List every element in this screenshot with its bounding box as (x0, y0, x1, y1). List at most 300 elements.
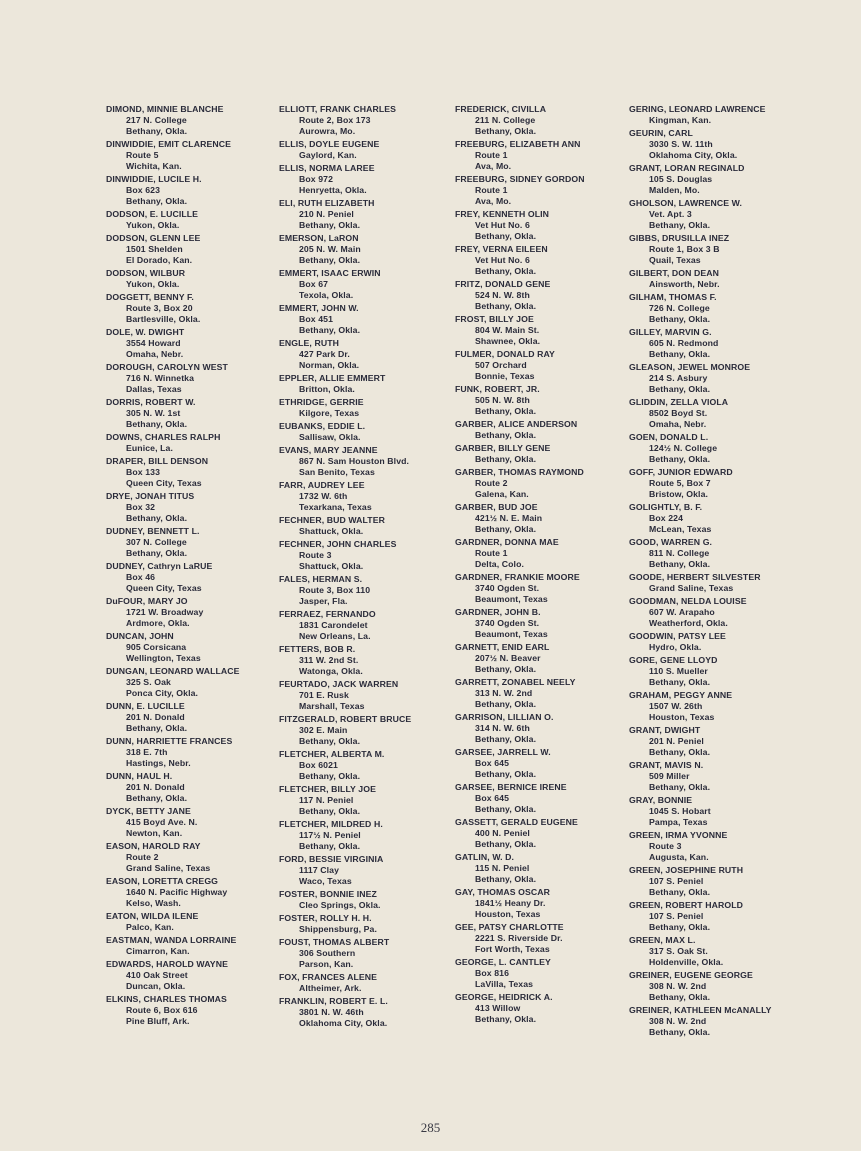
entry-name: GEE, PATSY CHARLOTTE (455, 922, 564, 932)
entry-name: DINWIDDIE, LUCILE H. (106, 174, 202, 184)
entry-name: GARSEE, BERNICE IRENE (455, 782, 567, 792)
directory-entry (106, 911, 292, 933)
directory-entry (106, 268, 292, 290)
directory-entry (106, 432, 292, 454)
entry-name: DUNCAN, JOHN (106, 631, 174, 641)
directory-entry (629, 268, 815, 290)
entry-name: FARR, AUDREY LEE (279, 480, 365, 490)
directory-entry (455, 502, 641, 535)
entry-name: DRAPER, BILL DENSON (106, 456, 209, 466)
entry-address-line: 211 N. College (475, 115, 536, 125)
directory-entry (106, 233, 292, 266)
entry-address-line: 115 N. Peniel (475, 863, 530, 873)
directory-entry (629, 467, 815, 500)
entry-name: DUNN, HAUL H. (106, 771, 173, 781)
entry-address-line: 1640 N. Pacific Highway (126, 887, 228, 897)
directory-entry (279, 104, 465, 137)
directory-entry (279, 480, 465, 513)
entry-address-line: Bethany, Okla. (649, 887, 711, 897)
directory-entry (455, 174, 641, 207)
directory-column-4 (629, 104, 815, 1040)
entry-address-line: 308 N. W. 2nd (649, 1016, 707, 1026)
entry-address-line: Route 2 (126, 852, 159, 862)
entry-name: GLIDDIN, ZELLA VIOLA (629, 397, 729, 407)
entry-name: EMMERT, JOHN W. (279, 303, 359, 313)
entry-address-line: 117 N. Peniel (299, 795, 354, 805)
entry-address-line: 3801 N. W. 46th (299, 1007, 364, 1017)
entry-address-line: Ponca City, Okla. (126, 688, 199, 698)
entry-address-line: San Benito, Texas (299, 467, 375, 477)
entry-address-line: 124½ N. College (649, 443, 718, 453)
entry-address-line: Bethany, Okla. (475, 769, 537, 779)
directory-entry (629, 900, 815, 933)
entry-name: DOROUGH, CAROLYN WEST (106, 362, 228, 372)
entry-address-line: Britton, Okla. (299, 384, 355, 394)
entry-address-line: Route 2, Box 173 (299, 115, 371, 125)
entry-address-line: 107 S. Peniel (649, 876, 704, 886)
entry-address-line: Omaha, Nebr. (126, 349, 184, 359)
directory-entry (629, 970, 815, 1003)
directory-entry (629, 795, 815, 828)
entry-address-line: 307 N. College (126, 537, 187, 547)
directory-entry (279, 937, 465, 970)
entry-address-line: Watonga, Okla. (299, 666, 363, 676)
entry-address-line: Augusta, Kan. (649, 852, 709, 862)
directory-entry (279, 784, 465, 817)
entry-name: FREDERICK, CIVILLA (455, 104, 547, 114)
entry-address-line: Route 3 (649, 841, 682, 851)
entry-address-line: Texarkana, Texas (299, 502, 372, 512)
entry-address-line: Kingman, Kan. (649, 115, 712, 125)
entry-address-line: 867 N. Sam Houston Blvd. (299, 456, 410, 466)
directory-entry (629, 631, 815, 653)
directory-entry (455, 677, 641, 710)
entry-name: GOEN, DONALD L. (629, 432, 709, 442)
entry-name: EDWARDS, HAROLD WAYNE (106, 959, 228, 969)
directory-entry (279, 515, 465, 537)
entry-address-line: 317 S. Oak St. (649, 946, 708, 956)
entry-address-line: Eunice, La. (126, 443, 173, 453)
entry-address-line: McLean, Texas (649, 524, 712, 534)
directory-entry (279, 421, 465, 443)
entry-name: EASTMAN, WANDA LORRAINE (106, 935, 237, 945)
entry-address-line: Ava, Mo. (475, 196, 512, 206)
directory-entry (455, 537, 641, 570)
directory-entry (279, 609, 465, 642)
entry-address-line: Bethany, Okla. (649, 782, 711, 792)
entry-address-line: 1507 W. 26th (649, 701, 703, 711)
entry-name: FLETCHER, ALBERTA M. (279, 749, 385, 759)
entry-address-line: 306 Southern (299, 948, 356, 958)
directory-entry (106, 959, 292, 992)
directory-entry (279, 679, 465, 712)
entry-name: GARBER, BUD JOE (455, 502, 538, 512)
directory-entry (629, 830, 815, 863)
entry-address-line: Kelso, Wash. (126, 898, 181, 908)
entry-name: GLEASON, JEWEL MONROE (629, 362, 751, 372)
entry-address-line: Route 1 (475, 150, 508, 160)
entry-name: GHOLSON, LAWRENCE W. (629, 198, 743, 208)
entry-address-line: Cleo Springs, Okla. (299, 900, 381, 910)
entry-address-line: Bethany, Okla. (299, 771, 361, 781)
directory-entry (455, 922, 641, 955)
entry-name: ELLIS, DOYLE EUGENE (279, 139, 380, 149)
entry-address-line: Fort Worth, Texas (475, 944, 550, 954)
entry-address-line: Oklahoma City, Okla. (299, 1018, 388, 1028)
entry-address-line: Box 6021 (299, 760, 338, 770)
entry-address-line: Bethany, Okla. (475, 524, 537, 534)
directory-entry (106, 456, 292, 489)
entry-address-line: Bethany, Okla. (475, 664, 537, 674)
directory-entry (455, 443, 641, 465)
entry-name: GARDNER, DONNA MAE (455, 537, 559, 547)
entry-address-line: Cimarron, Kan. (126, 946, 190, 956)
entry-address-line: 507 Orchard (475, 360, 527, 370)
entry-name: EPPLER, ALLIE EMMERT (279, 373, 386, 383)
directory-entry (455, 244, 641, 277)
entry-address-line: 305 N. W. 1st (126, 408, 181, 418)
entry-name: FREY, KENNETH OLIN (455, 209, 549, 219)
entry-name: DODSON, GLENN LEE (106, 233, 201, 243)
directory-entry (279, 338, 465, 371)
directory-entry (279, 539, 465, 572)
entry-address-line: Ainsworth, Nebr. (649, 279, 720, 289)
entry-name: GARBER, THOMAS RAYMOND (455, 467, 584, 477)
entry-address-line: Route 1 (475, 185, 508, 195)
entry-name: ENGLE, RUTH (279, 338, 339, 348)
entry-address-line: Wichita, Kan. (126, 161, 182, 171)
entry-address-line: Marshall, Texas (299, 701, 365, 711)
directory-entry (106, 561, 292, 594)
directory-entry (279, 996, 465, 1029)
entry-address-line: 210 N. Peniel (299, 209, 354, 219)
entry-name: FOX, FRANCES ALENE (279, 972, 378, 982)
directory-entry (629, 292, 815, 325)
entry-name: GILHAM, THOMAS F. (629, 292, 717, 302)
entry-address-line: Route 2 (475, 478, 508, 488)
entry-name: GREEN, MAX L. (629, 935, 696, 945)
directory-column-2 (279, 104, 465, 1031)
entry-name: FOUST, THOMAS ALBERT (279, 937, 390, 947)
entry-address-line: Bethany, Okla. (649, 384, 711, 394)
directory-entry (455, 607, 641, 640)
entry-name: DIMOND, MINNIE BLANCHE (106, 104, 224, 114)
directory-entry (279, 749, 465, 782)
directory-entry (629, 935, 815, 968)
directory-entry (629, 725, 815, 758)
directory-entry (106, 526, 292, 559)
entry-address-line: Bethany, Okla. (649, 992, 711, 1002)
entry-address-line: 415 Boyd Ave. N. (126, 817, 198, 827)
entry-address-line: 313 N. W. 2nd (475, 688, 533, 698)
entry-address-line: Box 32 (126, 502, 156, 512)
directory-entry (279, 373, 465, 395)
directory-entry (629, 397, 815, 430)
entry-name: GARDNER, FRANKIE MOORE (455, 572, 580, 582)
entry-address-line: Beaumont, Texas (475, 629, 548, 639)
entry-name: FORD, BESSIE VIRGINIA (279, 854, 384, 864)
entry-name: EASON, LORETTA CREGG (106, 876, 219, 886)
entry-name: ELI, RUTH ELIZABETH (279, 198, 375, 208)
directory-entry (629, 1005, 815, 1038)
directory-entry (629, 502, 815, 535)
entry-address-line: Norman, Okla. (299, 360, 360, 370)
entry-name: GEURIN, CARL (629, 128, 693, 138)
entry-address-line: Malden, Mo. (649, 185, 700, 195)
entry-address-line: 701 E. Rusk (299, 690, 349, 700)
entry-address-line: Sallisaw, Okla. (299, 432, 361, 442)
entry-address-line: Vet Hut No. 6 (475, 255, 530, 265)
directory-entry (106, 397, 292, 430)
entry-name: EASON, HAROLD RAY (106, 841, 201, 851)
entry-address-line: Route 3, Box 110 (299, 585, 371, 595)
entry-name: EUBANKS, EDDIE L. (279, 421, 366, 431)
entry-address-line: Bethany, Okla. (649, 1027, 711, 1037)
entry-name: GASSETT, GERALD EUGENE (455, 817, 578, 827)
entry-name: GOODMAN, NELDA LOUISE (629, 596, 747, 606)
entry-address-line: Duncan, Okla. (126, 981, 186, 991)
entry-name: GREEN, IRMA YVONNE (629, 830, 728, 840)
directory-entry (629, 432, 815, 465)
entry-address-line: 607 W. Arapaho (649, 607, 715, 617)
entry-address-line: 214 S. Asbury (649, 373, 708, 383)
entry-address-line: Bethany, Okla. (475, 1014, 537, 1024)
entry-address-line: 217 N. College (126, 115, 187, 125)
entry-name: FERRAEZ, FERNANDO (279, 609, 376, 619)
entry-name: GILLEY, MARVIN G. (629, 327, 712, 337)
directory-entry (455, 852, 641, 885)
entry-name: FULMER, DONALD RAY (455, 349, 555, 359)
entry-address-line: Ava, Mo. (475, 161, 512, 171)
entry-name: GERING, LEONARD LAWRENCE (629, 104, 766, 114)
directory-entry (629, 572, 815, 594)
directory-entry (629, 198, 815, 231)
entry-name: DUNGAN, LEONARD WALLACE (106, 666, 240, 676)
entry-address-line: Galena, Kan. (475, 489, 529, 499)
entry-address-line: Bethany, Okla. (649, 559, 711, 569)
entry-name: FRANKLIN, ROBERT E. L. (279, 996, 388, 1006)
directory-entry (455, 349, 641, 382)
entry-address-line: 804 W. Main St. (475, 325, 540, 335)
entry-address-line: 318 E. 7th (126, 747, 168, 757)
entry-name: GAY, THOMAS OSCAR (455, 887, 551, 897)
entry-name: FECHNER, BUD WALTER (279, 515, 385, 525)
entry-name: ELLIS, NORMA LAREE (279, 163, 375, 173)
directory-entry (279, 445, 465, 478)
entry-name: GATLIN, W. D. (455, 852, 515, 862)
entry-address-line: 3030 S. W. 11th (649, 139, 713, 149)
directory-entry (629, 655, 815, 688)
entry-address-line: Weatherford, Okla. (649, 618, 728, 628)
directory-entry (629, 596, 815, 629)
directory-entry (106, 935, 292, 957)
entry-name: GEORGE, L. CANTLEY (455, 957, 551, 967)
entry-address-line: 8502 Boyd St. (649, 408, 708, 418)
entry-address-line: Bethany, Okla. (299, 841, 361, 851)
directory-entry (106, 327, 292, 360)
entry-address-line: Henryetta, Okla. (299, 185, 367, 195)
entry-name: GILBERT, DON DEAN (629, 268, 720, 278)
entry-address-line: 107 S. Peniel (649, 911, 704, 921)
directory-entry (629, 327, 815, 360)
directory-entry (279, 303, 465, 336)
directory-entry (629, 233, 815, 266)
entry-name: GREEN, ROBERT HAROLD (629, 900, 743, 910)
entry-address-line: Box 46 (126, 572, 156, 582)
directory-entry (455, 817, 641, 850)
entry-address-line: LaVilla, Texas (475, 979, 534, 989)
entry-address-line: Shattuck, Okla. (299, 561, 364, 571)
directory-entry (106, 596, 292, 629)
entry-name: FITZGERALD, ROBERT BRUCE (279, 714, 412, 724)
entry-name: EMMERT, ISAAC ERWIN (279, 268, 381, 278)
directory-entry (455, 747, 641, 780)
directory-entry (629, 163, 815, 196)
entry-address-line: 427 Park Dr. (299, 349, 350, 359)
entry-address-line: 201 N. Donald (126, 782, 185, 792)
entry-address-line: Bethany, Okla. (475, 301, 537, 311)
entry-address-line: Houston, Texas (649, 712, 715, 722)
entry-address-line: 311 W. 2nd St. (299, 655, 359, 665)
entry-address-line: Route 1 (475, 548, 508, 558)
entry-address-line: Box 645 (475, 758, 510, 768)
entry-name: DODSON, E. LUCILLE (106, 209, 199, 219)
directory-entry (106, 362, 292, 395)
entry-address-line: Waco, Texas (299, 876, 352, 886)
entry-name: GIBBS, DRUSILLA INEZ (629, 233, 730, 243)
entry-name: ETHRIDGE, GERRIE (279, 397, 364, 407)
entry-address-line: El Dorado, Kan. (126, 255, 193, 265)
directory-entry (455, 782, 641, 815)
entry-address-line: Bethany, Okla. (126, 126, 188, 136)
entry-name: ELLIOTT, FRANK CHARLES (279, 104, 397, 114)
entry-address-line: Bethany, Okla. (649, 677, 711, 687)
directory-entry (455, 887, 641, 920)
entry-address-line: Route 5, Box 7 (649, 478, 711, 488)
directory-entry (106, 771, 292, 804)
entry-address-line: 605 N. Redmond (649, 338, 719, 348)
entry-address-line: Pine Bluff, Ark. (126, 1016, 190, 1026)
directory-entry (279, 854, 465, 887)
directory-entry (279, 198, 465, 231)
entry-address-line: Bethany, Okla. (126, 419, 188, 429)
entry-address-line: Houston, Texas (475, 909, 541, 919)
entry-name: GARRETT, ZONABEL NEELY (455, 677, 576, 687)
entry-name: DOLE, W. DWIGHT (106, 327, 185, 337)
entry-address-line: 1841½ Heany Dr. (475, 898, 546, 908)
directory-entry (106, 806, 292, 839)
entry-name: GEORGE, HEIDRICK A. (455, 992, 553, 1002)
entry-address-line: Bristow, Okla. (649, 489, 709, 499)
entry-address-line: Bethany, Okla. (475, 406, 537, 416)
entry-address-line: Shattuck, Okla. (299, 526, 364, 536)
entry-name: FEURTADO, JACK WARREN (279, 679, 399, 689)
entry-name: GRANT, MAVIS N. (629, 760, 704, 770)
entry-name: FOSTER, ROLLY H. H. (279, 913, 372, 923)
entry-address-line: Bethany, Okla. (126, 513, 188, 523)
entry-address-line: Box 224 (649, 513, 684, 523)
entry-address-line: Route 1, Box 3 B (649, 244, 720, 254)
entry-address-line: Route 5 (126, 150, 159, 160)
directory-entry (455, 712, 641, 745)
entry-name: GOODWIN, PATSY LEE (629, 631, 726, 641)
entry-address-line: Gaylord, Kan. (299, 150, 357, 160)
entry-address-line: Newton, Kan. (126, 828, 183, 838)
entry-name: DRYE, JONAH TITUS (106, 491, 195, 501)
entry-address-line: 410 Oak Street (126, 970, 188, 980)
directory-entry (279, 644, 465, 677)
entry-name: FREEBURG, SIDNEY GORDON (455, 174, 585, 184)
entry-address-line: Delta, Colo. (475, 559, 524, 569)
entry-address-line: Bethany, Okla. (649, 922, 711, 932)
entry-address-line: 207½ N. Beaver (475, 653, 541, 663)
entry-address-line: Bethany, Okla. (299, 255, 361, 265)
entry-address-line: Bethany, Okla. (299, 220, 361, 230)
entry-address-line: 1831 Carondelet (299, 620, 368, 630)
entry-address-line: Bethany, Okla. (299, 806, 361, 816)
entry-address-line: New Orleans, La. (299, 631, 371, 641)
entry-address-line: Bethany, Okla. (649, 314, 711, 324)
entry-name: GRAY, BONNIE (629, 795, 693, 805)
entry-address-line: Beaumont, Texas (475, 594, 548, 604)
directory-entry (106, 994, 292, 1027)
entry-address-line: Route 3, Box 20 (126, 303, 193, 313)
directory-entry (629, 690, 815, 723)
entry-address-line: Bethany, Okla. (475, 231, 537, 241)
entry-address-line: Box 67 (299, 279, 329, 289)
entry-name: DYCK, BETTY JANE (106, 806, 191, 816)
entry-address-line: Bethany, Okla. (649, 349, 711, 359)
entry-name: DORRIS, ROBERT W. (106, 397, 196, 407)
entry-address-line: Bethany, Okla. (299, 325, 361, 335)
entry-name: ELKINS, CHARLES THOMAS (106, 994, 227, 1004)
entry-name: FECHNER, JOHN CHARLES (279, 539, 397, 549)
directory-entry (106, 876, 292, 909)
entry-address-line: 325 S. Oak (126, 677, 171, 687)
directory-entry (455, 992, 641, 1025)
entry-name: GARSEE, JARRELL W. (455, 747, 551, 757)
directory-entry (106, 701, 292, 734)
entry-address-line: Bethany, Okla. (475, 454, 537, 464)
entry-address-line: Bethany, Okla. (126, 548, 188, 558)
entry-address-line: Grand Saline, Texas (126, 863, 211, 873)
directory-column-3 (455, 104, 641, 1027)
entry-name: EATON, WILDA ILENE (106, 911, 199, 921)
entry-address-line: Bethany, Okla. (475, 126, 537, 136)
entry-name: FRITZ, DONALD GENE (455, 279, 551, 289)
entry-name: GREINER, EUGENE GEORGE (629, 970, 753, 980)
directory-entry (455, 419, 641, 441)
entry-name: GOLIGHTLY, B. F. (629, 502, 703, 512)
entry-name: DOWNS, CHARLES RALPH (106, 432, 221, 442)
entry-address-line: Ardmore, Okla. (126, 618, 190, 628)
page-number: 285 (420, 1120, 441, 1135)
entry-address-line: Bethany, Okla. (475, 839, 537, 849)
entry-address-line: 3554 Howard (126, 338, 181, 348)
directory-entry (629, 865, 815, 898)
directory-entry (455, 642, 641, 675)
directory-entry (106, 736, 292, 769)
entry-name: FETTERS, BOB R. (279, 644, 356, 654)
directory-entry (455, 384, 641, 417)
directory-entry (279, 889, 465, 911)
entry-address-line: 505 N. W. 8th (475, 395, 530, 405)
entry-name: FOSTER, BONNIE INEZ (279, 889, 377, 899)
directory-entry (279, 819, 465, 852)
directory-entry (455, 104, 641, 137)
directory-entry (279, 163, 465, 196)
directory-entry (106, 491, 292, 524)
